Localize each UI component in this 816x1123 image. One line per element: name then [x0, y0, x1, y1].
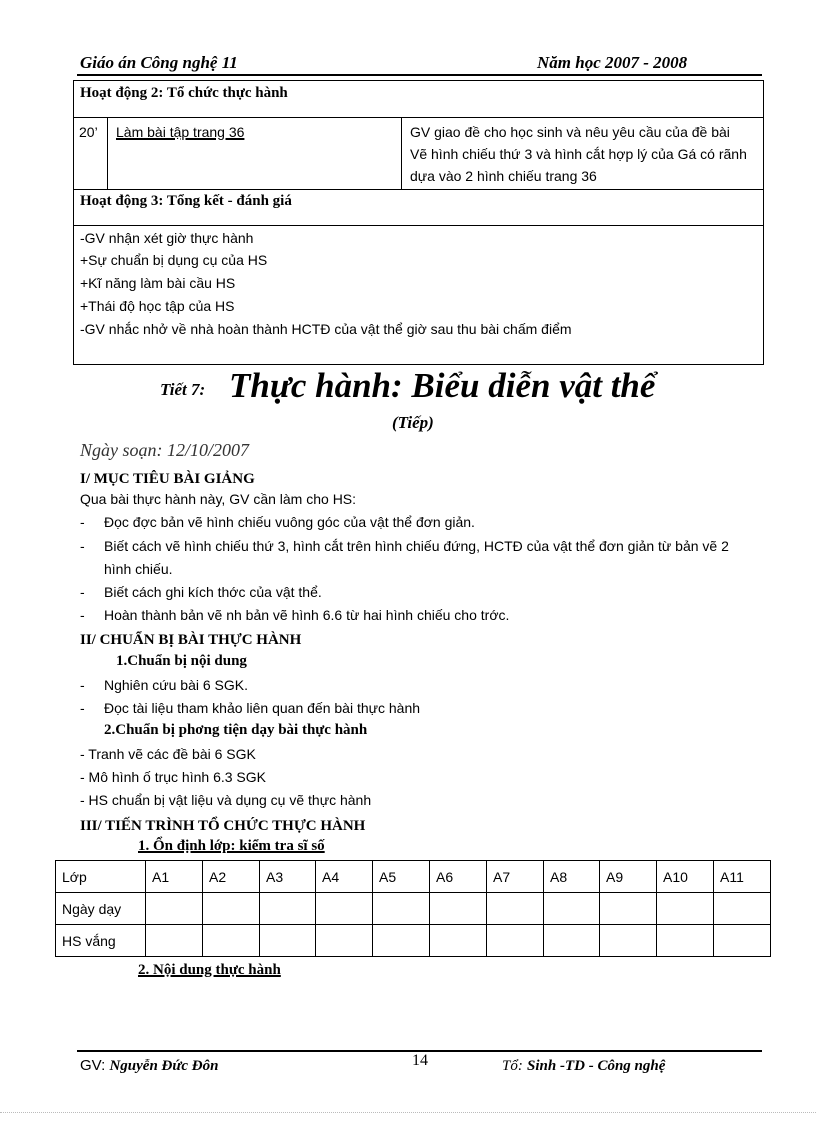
page-number: 14: [412, 1052, 428, 1069]
table-cell: [260, 893, 316, 925]
header-school-year: Năm học 2007 - 2008: [537, 53, 688, 72]
table-cell: [657, 893, 714, 925]
table-header-cell: A1: [146, 861, 203, 893]
section2-sub1: 1.Chuẩn bị nội dung: [116, 653, 247, 669]
activity2-heading: Hoạt động 2: Tổ chức thực hành: [80, 85, 288, 101]
table-row: [56, 925, 771, 957]
footer-teacher-label: GV:: [80, 1057, 106, 1074]
table-cell: [600, 925, 657, 957]
lesson-title: Thực hành: Biểu diễn vật thể: [229, 366, 656, 405]
lesson-subtitle: (Tiếp): [392, 413, 434, 432]
header-rule: [77, 74, 762, 76]
footer-group-label: Tổ:: [502, 1058, 523, 1074]
section1-item: Biết cách vẽ hình chiếu thứ 3, hình cắt trên hình chiếu đứng, HCTĐ của vật thể đơn giản từ bản vẽ 2: [104, 538, 729, 554]
activity2-desc-line: Vẽ hình chiếu thứ 3 và hình cắt hợp lý của Gá có rãnh: [410, 146, 747, 162]
table-cell: [146, 893, 203, 925]
section1-item: Hoàn thành bản vẽ nh bản vẽ hình 6.6 từ hai hình chiếu cho trớc.: [104, 607, 510, 623]
table-header-cell: A2: [203, 861, 260, 893]
activity2-time: 20’: [79, 124, 98, 140]
section2-sub1-item: Nghiên cứu bài 6 SGK.: [104, 677, 249, 693]
section2-sub2-item: - Mô hình ố trục hình 6.3 SGK: [80, 769, 266, 785]
table-row-label: HS vắng: [56, 925, 146, 957]
table-cell: [544, 893, 600, 925]
section1-item: Đọc đợc bản vẽ hình chiếu vuông góc của vật thể đơn giản.: [104, 514, 475, 530]
lesson-number: Tiết 7:: [160, 380, 206, 399]
table-cell: [430, 893, 487, 925]
table-header-cell: A3: [260, 861, 316, 893]
attendance-table: [55, 860, 771, 957]
section2-sub1-item: Đọc tài liệu tham khảo liên quan đến bài thực hành: [104, 700, 421, 716]
table-cell: [600, 893, 657, 925]
divider: [401, 117, 402, 189]
table-header-cell: A6: [430, 861, 487, 893]
table-header-cell: A4: [316, 861, 373, 893]
activity2-desc-line: GV giao đề cho học sinh và nêu yêu cầu của đề bài: [410, 124, 730, 140]
section3-heading: III/ TIẾN TRÌNH TỔ CHỨC THỰC HÀNH: [80, 818, 366, 834]
table-header-cell: A8: [544, 861, 600, 893]
activity3-heading: Hoạt động 3: Tổng kết - đánh giá: [80, 193, 292, 209]
activity2-desc-line: dựa vào 2 hình chiếu trang 36: [410, 168, 597, 184]
table-row: [56, 893, 771, 925]
page-edge: [0, 1112, 816, 1113]
bullet-dash: -: [80, 677, 85, 693]
table-header-cell: A11: [714, 861, 771, 893]
table-cell: [203, 925, 260, 957]
footer-teacher-name: Nguyễn Đức Đôn: [109, 1058, 219, 1074]
table-header-cell: A7: [487, 861, 544, 893]
section1-intro: Qua bài thực hành này, GV cần làm cho HS:: [80, 491, 357, 507]
section2-heading: II/ CHUẨN BỊ BÀI THỰC HÀNH: [80, 632, 302, 648]
table-cell: [487, 893, 544, 925]
header-subject: Giáo án Công nghệ 11: [80, 53, 238, 72]
table-cell: [203, 893, 260, 925]
table-cell: [714, 925, 771, 957]
table-cell: [544, 925, 600, 957]
section3-sub1: 1. Ổn định lớp: kiểm tra sĩ số: [138, 838, 325, 854]
activity3-line: +Thái độ học tập của HS: [80, 298, 235, 314]
table-cell: [430, 925, 487, 957]
section1-item: hình chiếu.: [104, 561, 173, 577]
table-header-cell: A10: [657, 861, 714, 893]
bullet-dash: -: [80, 584, 85, 600]
bullet-dash: -: [80, 607, 85, 623]
activity-box: [73, 80, 764, 365]
bullet-dash: -: [80, 538, 85, 554]
section2-sub2: 2.Chuẩn bị phơng tiện dạy bài thực hành: [104, 722, 368, 738]
table-header-cell: Lớp: [56, 861, 146, 893]
table-cell: [657, 925, 714, 957]
table-cell: [316, 893, 373, 925]
table-header-cell: A5: [373, 861, 430, 893]
section1-item: Biết cách ghi kích thớc của vật thể.: [104, 584, 322, 600]
table-header-cell: A9: [600, 861, 657, 893]
table-cell: [487, 925, 544, 957]
bullet-dash: -: [80, 700, 85, 716]
activity3-line: +Kĩ năng làm bài cầu HS: [80, 275, 236, 291]
divider: [74, 225, 763, 226]
activity3-line: -GV nhắc nhở về nhà hoàn thành HCTĐ của vật thể giờ sau thu bài chấm điểm: [80, 321, 572, 337]
activity3-line: -GV nhận xét giờ thực hành: [80, 230, 254, 246]
table-cell: [373, 925, 430, 957]
divider: [107, 117, 108, 189]
table-cell: [146, 925, 203, 957]
table-cell: [260, 925, 316, 957]
section3-sub2: 2. Nội dung thực hành: [138, 962, 281, 978]
section2-sub2-item: - Tranh vẽ các đề bài 6 SGK: [80, 746, 256, 762]
bullet-dash: -: [80, 514, 85, 530]
lesson-date: Ngày soạn: 12/10/2007: [80, 440, 249, 460]
table-row-label: Ngày dạy: [56, 893, 146, 925]
section1-heading: I/ MỤC TIÊU BÀI GIẢNG: [80, 471, 255, 487]
footer-teacher: [80, 1057, 218, 1075]
divider: [74, 117, 763, 118]
footer-group: [502, 1057, 665, 1075]
table-cell: [316, 925, 373, 957]
footer-group-name: Sinh -TD - Công nghệ: [527, 1058, 666, 1074]
activity2-task: Làm bài tập trang 36: [116, 124, 245, 140]
table-cell: [714, 893, 771, 925]
divider: [74, 189, 763, 190]
activity3-line: +Sự chuẩn bị dụng cụ của HS: [80, 252, 268, 268]
table-cell: [373, 893, 430, 925]
section2-sub2-item: - HS chuẩn bị vật liệu và dụng cụ vẽ thực hành: [80, 792, 372, 808]
table-row: [56, 861, 771, 893]
